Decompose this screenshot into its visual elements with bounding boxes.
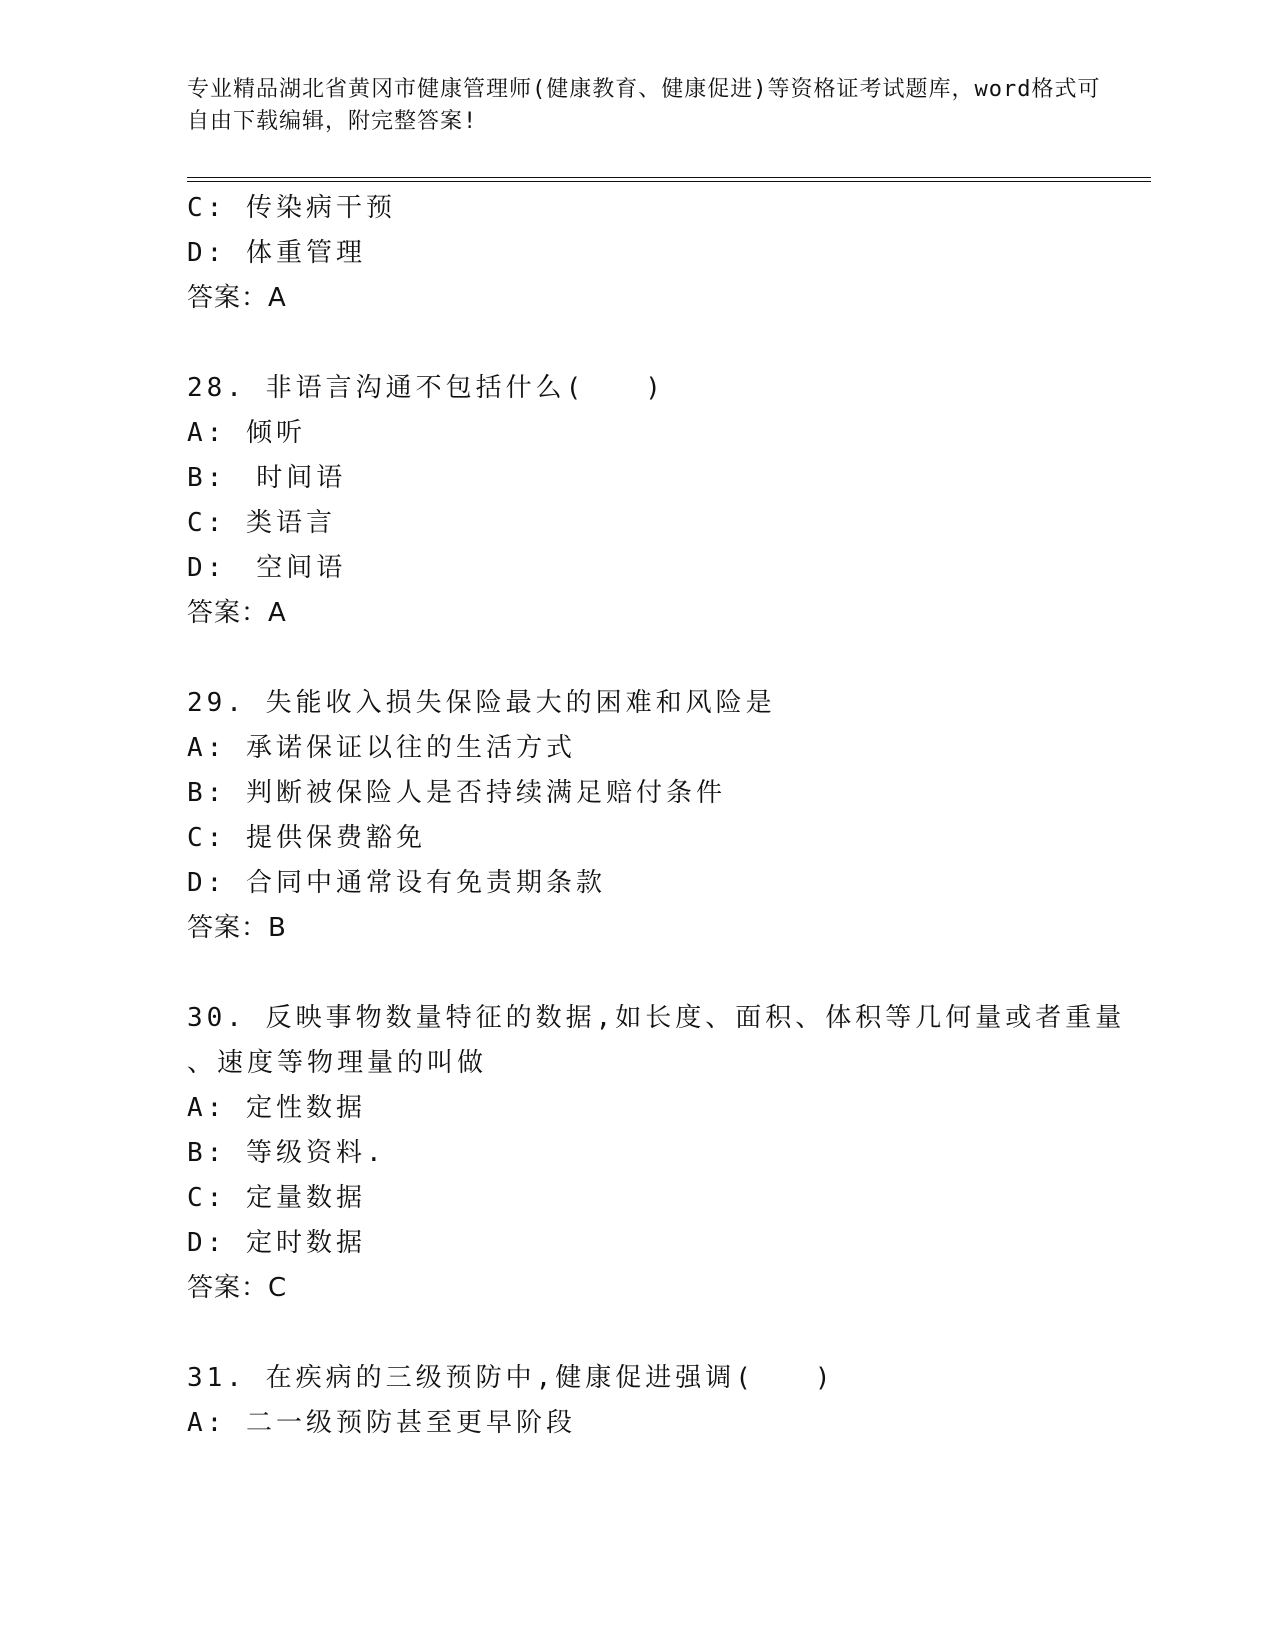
question-31-stem: 31. 在疾病的三级预防中,健康促进强调( ) bbox=[187, 1363, 835, 1393]
question-29-answer: 答案：B bbox=[187, 913, 287, 943]
question-30-option-b: B: 等级资料. bbox=[187, 1138, 386, 1168]
question-28-option-a: A: 倾听 bbox=[187, 418, 306, 448]
question-30-stem-line2: 、速度等物理量的叫做 bbox=[187, 1048, 488, 1078]
header-divider-bottom bbox=[187, 181, 1151, 182]
question-29-option-d: D: 合同中通常设有免责期条款 bbox=[187, 868, 606, 898]
question-30-option-a: A: 定性数据 bbox=[187, 1093, 366, 1123]
header-divider-top bbox=[187, 177, 1151, 178]
question-31-option-a: A: 二一级预防甚至更早阶段 bbox=[187, 1408, 576, 1438]
question-29-option-b: B: 判断被保险人是否持续满足赔付条件 bbox=[187, 778, 726, 808]
question-30-option-c: C: 定量数据 bbox=[187, 1183, 366, 1213]
question-29-option-c: C: 提供保费豁免 bbox=[187, 823, 426, 853]
option-d: D: 体重管理 bbox=[187, 238, 366, 268]
question-30-option-d: D: 定时数据 bbox=[187, 1228, 366, 1258]
answer-line: 答案：A bbox=[187, 283, 287, 313]
option-c: C: 传染病干预 bbox=[187, 193, 396, 223]
question-28-answer: 答案：A bbox=[187, 598, 287, 628]
question-30-answer: 答案：C bbox=[187, 1273, 288, 1303]
document-header: 专业精品湖北省黄冈市健康管理师(健康教育、健康促进)等资格证考试题库，word格式可自由下载编辑，附完整答案! bbox=[187, 77, 1101, 134]
question-28-stem: 28. 非语言沟通不包括什么( ) bbox=[187, 373, 665, 403]
question-28-option-b: B: 时间语 bbox=[187, 463, 347, 493]
question-28-option-d: D: 空间语 bbox=[187, 553, 347, 583]
question-29-option-a: A: 承诺保证以往的生活方式 bbox=[187, 733, 576, 763]
question-28-option-c: C: 类语言 bbox=[187, 508, 336, 538]
question-29-stem: 29. 失能收入损失保险最大的困难和风险是 bbox=[187, 688, 776, 718]
question-30-stem-line1: 30. 反映事物数量特征的数据,如长度、面积、体积等几何量或者重量 bbox=[187, 1003, 1126, 1033]
